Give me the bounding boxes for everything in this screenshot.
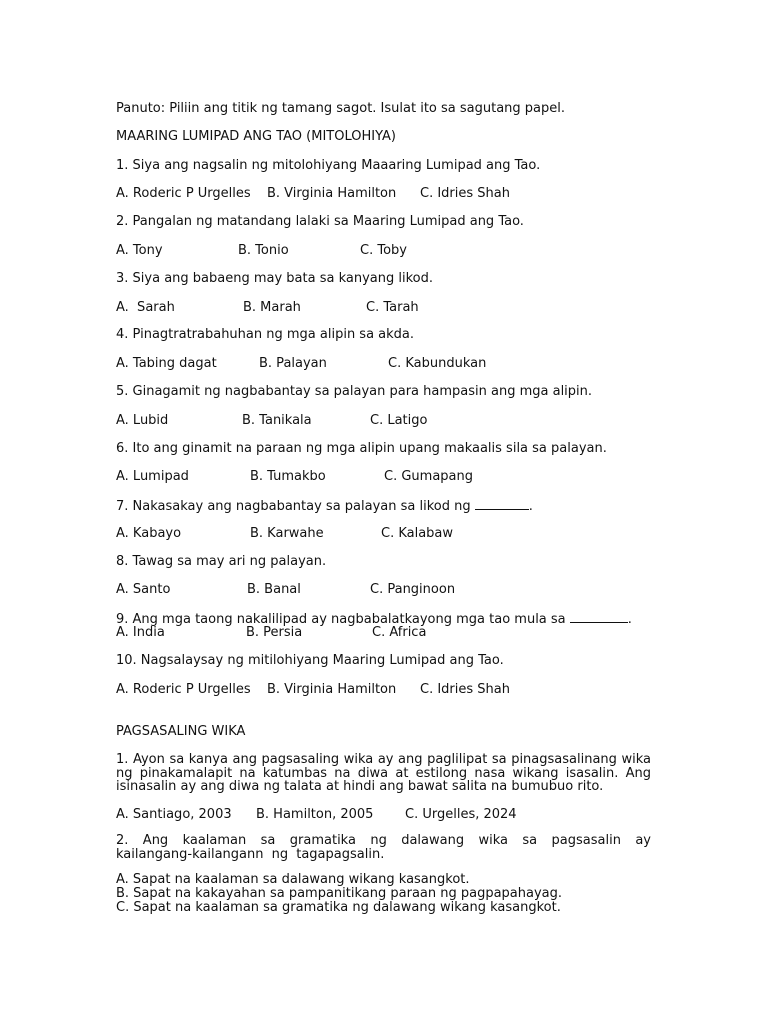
- choice-8a: A. Santo: [116, 582, 171, 597]
- choice-10a: A. Roderic P Urgelles: [116, 682, 251, 697]
- pagsasalin-choice-1b: B. Hamilton, 2005: [256, 807, 374, 822]
- choice-3a: A. Sarah: [116, 300, 175, 315]
- question-8: 8. Tawag sa may ari ng palayan.: [116, 554, 327, 569]
- question-6: 6. Ito ang ginamit na paraan ng mga alipin upang makaalis sila sa palayan.: [116, 441, 607, 456]
- choice-10c: C. Idries Shah: [420, 682, 510, 697]
- choice-5c: C. Latigo: [370, 413, 428, 428]
- pagsasalin-question-1: 1. Ayon sa kanya ang pagsasaling wika ay ang paglilipat sa pinagsasalinang wika ng pinakamalapit na katumbas na diwa at estilong nasa wikang isasalin. Ang isinasalin ay ang diwa ng talata at hindi ang bawat salita na bumubuo rito.: [116, 752, 651, 794]
- pagsasalin-choice-2b: B. Sapat na kakayahan sa pampanitikang paraan ng pagpapahayag.: [116, 886, 563, 901]
- choice-6a: A. Lumipad: [116, 469, 189, 484]
- instructions: Panuto: Piliin ang titik ng tamang sagot. Isulat ito sa sagutang papel.: [116, 101, 566, 116]
- choice-10b: B. Virginia Hamilton: [267, 682, 397, 697]
- choice-2c: C. Toby: [360, 243, 407, 258]
- choice-9c: C. Africa: [372, 625, 427, 640]
- question-10: 10. Nagsalaysay ng mitilohiyang Maaring Lumipad ang Tao.: [116, 653, 504, 668]
- answer-blank-line: [570, 610, 628, 623]
- choice-7b: B. Karwahe: [250, 526, 324, 541]
- answer-blank-line: [475, 497, 529, 510]
- pagsasalin-question-2: 2. Ang kaalaman sa gramatika ng dalawang wika sa pagsasalin ay kailangang-kailangann ng tagapagsalin.: [116, 833, 651, 862]
- choice-8c: C. Panginoon: [370, 582, 456, 597]
- choice-1b: B. Virginia Hamilton: [267, 186, 397, 201]
- choice-1c: C. Idries Shah: [420, 186, 510, 201]
- choice-6b: B. Tumakbo: [250, 469, 326, 484]
- choice-6c: C. Gumapang: [384, 469, 473, 484]
- question-3: 3. Siya ang babaeng may bata sa kanyang likod.: [116, 271, 433, 286]
- pagsasalin-choice-1c: C. Urgelles, 2024: [405, 807, 517, 822]
- choice-1a: A. Roderic P Urgelles: [116, 186, 251, 201]
- pagsasalin-choice-1a: A. Santiago, 2003: [116, 807, 232, 822]
- question-1: 1. Siya ang nagsalin ng mitolohiyang Maaaring Lumipad ang Tao.: [116, 158, 541, 173]
- question-5: 5. Ginagamit ng nagbabantay sa palayan para hampasin ang mga alipin.: [116, 384, 593, 399]
- choice-5b: B. Tanikala: [242, 413, 312, 428]
- choice-4a: A. Tabing dagat: [116, 356, 217, 371]
- question-7: [116, 497, 533, 514]
- pagsasalin-choice-2c: C. Sapat na kaalaman sa gramatika ng dalawang wikang kasangkot.: [116, 900, 561, 915]
- choice-2a: A. Tony: [116, 243, 163, 258]
- pagsasalin-choice-2a: A. Sapat na kaalaman sa dalawang wikang kasangkot.: [116, 872, 470, 887]
- choice-3c: C. Tarah: [366, 300, 419, 315]
- question-9-end: .: [627, 612, 632, 627]
- choice-4b: B. Palayan: [259, 356, 327, 371]
- section-title-pagsasaling-wika: PAGSASALING WIKA: [116, 724, 246, 739]
- choice-2b: B. Tonio: [238, 243, 289, 258]
- choice-9b: B. Persia: [246, 625, 303, 640]
- choice-4c: C. Kabundukan: [388, 356, 487, 371]
- question-4: 4. Pinagtratrabahuhan ng mga alipin sa akda.: [116, 327, 415, 342]
- question-7-end: .: [528, 499, 533, 514]
- choice-5a: A. Lubid: [116, 413, 169, 428]
- choice-9a: A. India: [116, 625, 165, 640]
- choice-3b: B. Marah: [243, 300, 301, 315]
- question-2: 2. Pangalan ng matandang lalaki sa Maaring Lumipad ang Tao.: [116, 214, 524, 229]
- question-7-text: 7. Nakasakay ang nagbabantay sa palayan sa likod ng: [116, 499, 475, 514]
- question-9-text: 9. Ang mga taong nakalilipad ay nagbabalatkayong mga tao mula sa: [116, 612, 570, 627]
- section-title-mitolohiya: MAARING LUMIPAD ANG TAO (MITOLOHIYA): [116, 129, 396, 144]
- choice-8b: B. Banal: [247, 582, 301, 597]
- choice-7a: A. Kabayo: [116, 526, 182, 541]
- pagsasalin-choices-2: [116, 873, 562, 915]
- choice-7c: C. Kalabaw: [381, 526, 454, 541]
